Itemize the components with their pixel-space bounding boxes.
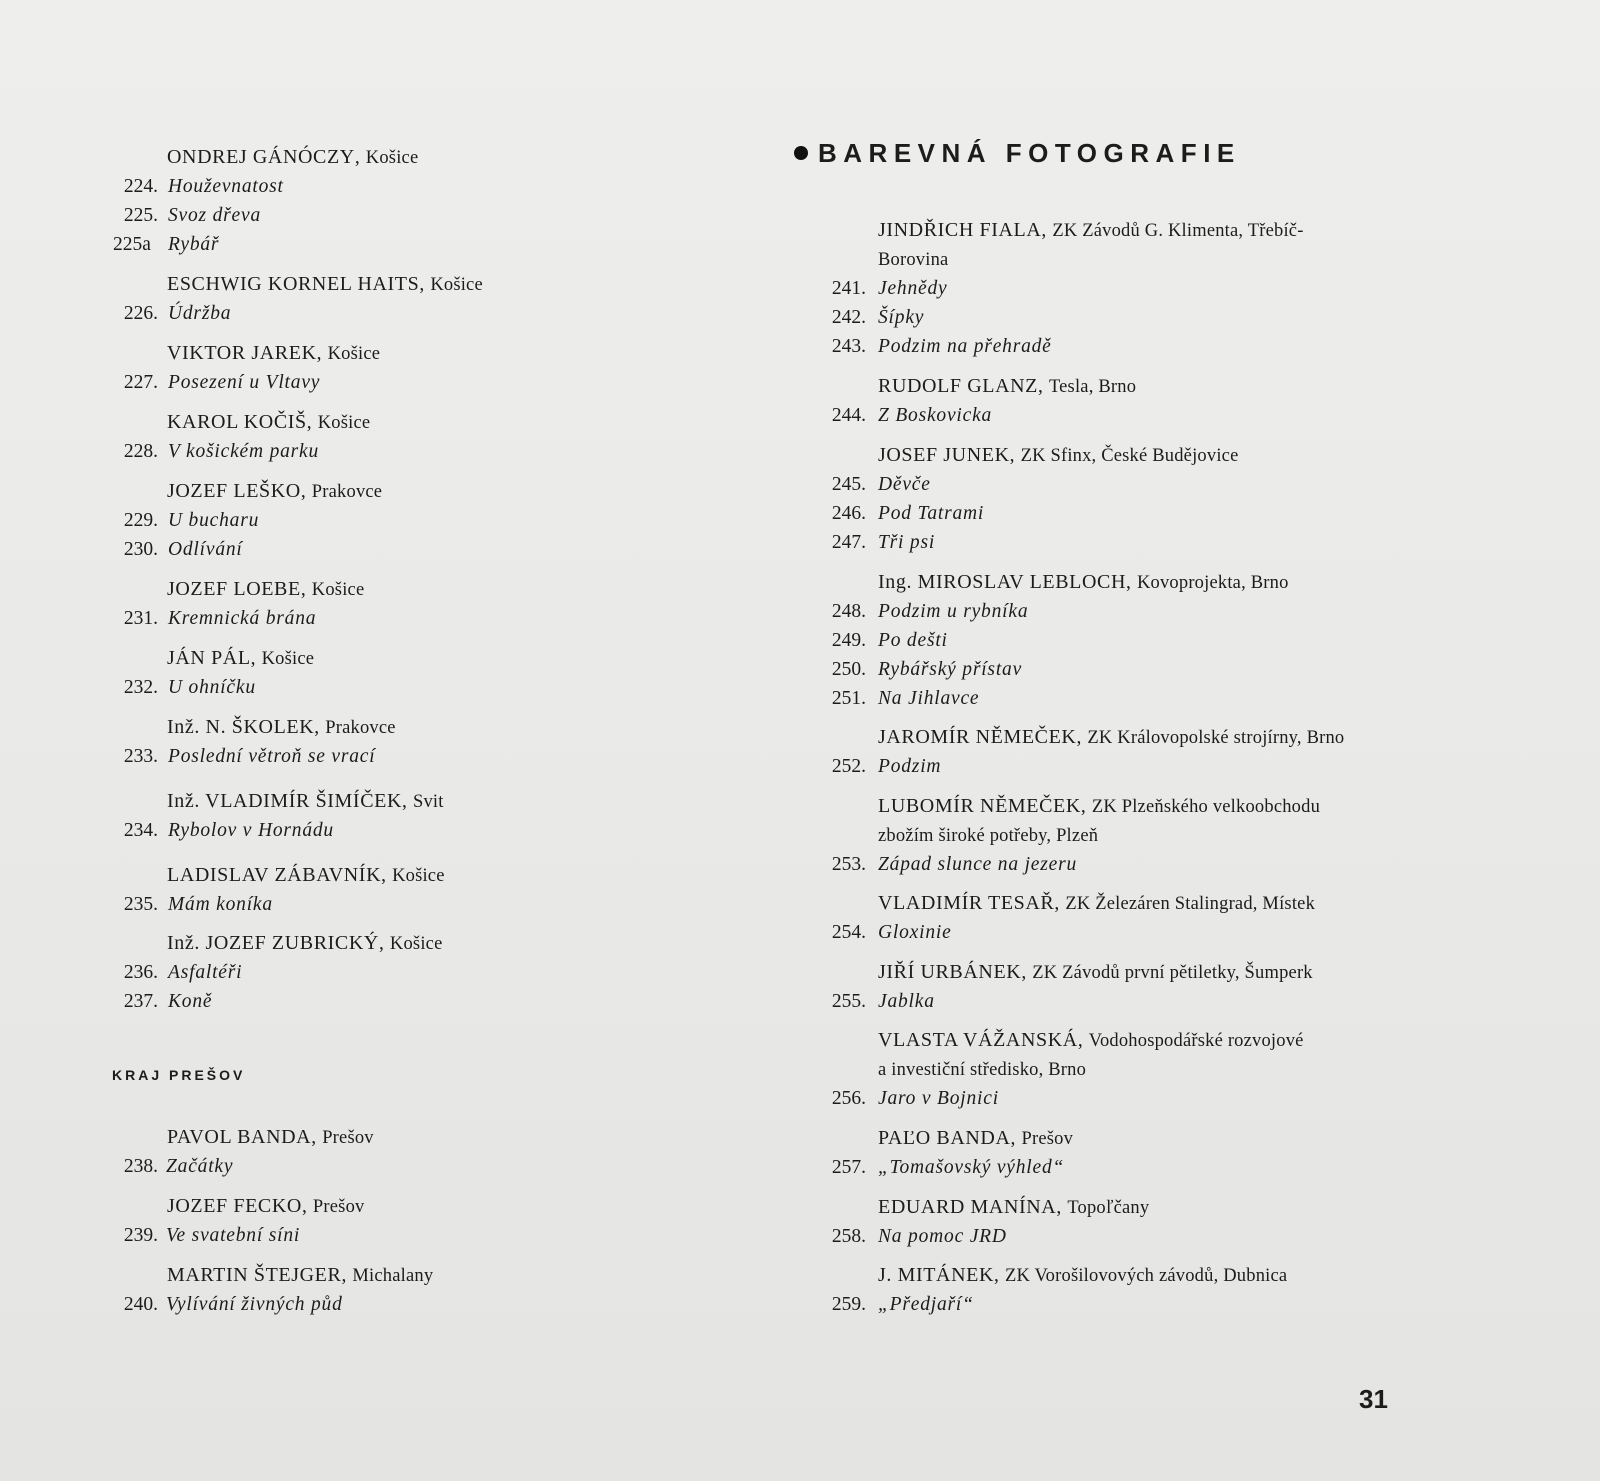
author-place: Topoľčany [1067,1198,1150,1218]
work-title: Svoz dřeva [168,205,262,226]
author-name: JAROMÍR NĚMEČEK [878,726,1077,748]
work-title: Začátky [166,1156,234,1177]
work-title: Odlívání [168,539,243,560]
author-name: Inž. JOZEF ZUBRICKÝ [167,932,379,954]
author-name: Inž. VLADIMÍR ŠIMÍČEK [167,790,402,812]
work-title: Údržba [168,303,232,324]
work-title: Mám koníka [168,894,273,915]
author-name: PAĽO BANDA [878,1127,1011,1149]
author-place: ZK Sfinx, České Budějovice [1020,446,1239,466]
work-number: 243. [831,336,866,357]
work-title: U bucharu [168,510,260,531]
author-place: ZK Závodů první pětiletky, Šumperk [1032,963,1313,983]
work-title: V košickém parku [168,441,320,462]
work-title: Gloxinie [878,922,952,943]
author-line: JOZEF LOEBE, Košice [167,578,365,600]
work-title: „Předjaří“ [878,1294,974,1315]
author-line: JÁN PÁL, Košice [167,647,315,669]
section-heading-text: BAREVNÁ FOTOGRAFIE [818,138,1241,168]
author-place: Tesla, Brno [1048,377,1137,397]
author-name: Ing. MIROSLAV LEBLOCH [878,571,1126,593]
author-name: VLASTA VÁŽANSKÁ [878,1029,1078,1051]
work-number: 245. [831,474,866,495]
author-line: VIKTOR JAREK, Košice [167,342,381,364]
work-title: Vylívání živných půd [166,1294,343,1315]
author-line: KAROL KOČIŠ, Košice [167,411,371,433]
author-name: JOZEF LOEBE [167,578,301,600]
author-name: J. MITÁNEK [878,1264,994,1286]
work-number: 246. [831,503,866,524]
section-heading [794,138,1241,169]
work-title: Asfaltéři [168,962,243,983]
work-number: 224. [123,176,158,197]
author-name: PAVOL BANDA [167,1126,312,1148]
work-title: „Tomašovský výhled“ [878,1157,1065,1178]
work-number: 225a [113,234,151,255]
author-line: Inž. VLADIMÍR ŠIMÍČEK, Svit [167,790,444,812]
work-title: Rybolov v Hornádu [168,820,334,841]
region-heading: KRAJ PREŠOV [112,1067,246,1083]
author-line: EDUARD MANÍNA, Topoľčany [878,1196,1150,1218]
work-number: 232. [123,677,158,698]
author-place: Prešov [1021,1129,1074,1149]
author-line: VLASTA VÁŽANSKÁ, Vodohospodářské rozvojové [878,1029,1304,1051]
author-line: Inž. JOZEF ZUBRICKÝ, Košice [167,932,443,954]
author-line: ONDREJ GÁNÓCZY, Košice [167,146,419,168]
author-name: ONDREJ GÁNÓCZY [167,146,355,168]
author-place: ZK Plzeňského velkoobchodu [1091,797,1321,817]
author-place: Košice [392,866,445,886]
author-line: JINDŘICH FIALA, ZK Závodů G. Klimenta, Třebíč- [878,219,1304,241]
work-number: 229. [123,510,158,531]
author-place: ZK Královopolské strojírny, Brno [1087,728,1345,748]
work-title: Na Jihlavce [878,688,980,709]
author-place: Prakovce [311,482,383,502]
author-line: JOZEF LEŠKO, Prakovce [167,480,383,502]
work-title: Pod Tatrami [878,503,985,524]
author-line: JIŘÍ URBÁNEK, ZK Závodů první pětiletky, Šumperk [878,961,1313,983]
bullet-icon [794,146,808,160]
author-place: Prešov [322,1128,374,1148]
author-name: JÁN PÁL [167,647,251,669]
author-place: Košice [311,580,365,600]
author-place: ZK Závodů G. Klimenta, Třebíč- [1052,221,1304,241]
work-number: 230. [123,539,158,560]
author-line-continuation [878,245,948,274]
author-line: LUBOMÍR NĚMEČEK, ZK Plzeňského velkoobchodu [878,795,1321,817]
author-line: LADISLAV ZÁBAVNÍK, Košice [167,864,445,886]
author-name: ESCHWIG KORNEL HAITS [167,273,420,295]
work-number: 236. [123,962,158,983]
author-name: VIKTOR JAREK [167,342,317,364]
author-line: JOSEF JUNEK, ZK Sfinx, České Budějovice [878,444,1239,466]
work-title: Podzim [878,756,942,777]
author-place-continued: zbožím široké potřeby, Plzeň [878,826,1099,846]
author-line-continuation [878,821,1098,850]
author-place: Vodohospodářské rozvojové [1088,1031,1304,1051]
work-number: 237. [123,991,158,1012]
author-name: JOSEF JUNEK [878,444,1010,466]
author-place: Prakovce [325,718,396,738]
work-number: 242. [831,307,866,328]
author-line: Ing. MIROSLAV LEBLOCH, Kovoprojekta, Brno [878,571,1289,593]
author-place: Košice [389,934,443,954]
work-number: 227. [123,372,158,393]
author-line: JOZEF FECKO, Prešov [167,1195,365,1217]
work-number: 250. [831,659,866,680]
author-line: RUDOLF GLANZ, Tesla, Brno [878,375,1137,397]
work-title: Jablka [878,991,935,1012]
author-name: JINDŘICH FIALA [878,219,1042,241]
work-number: 259. [831,1294,866,1315]
work-number: 252. [831,756,866,777]
work-number: 228. [123,441,158,462]
author-name: RUDOLF GLANZ [878,375,1038,397]
work-title: Koně [168,991,213,1012]
author-place: Košice [317,413,371,433]
work-number: 231. [123,608,158,629]
work-number: 255. [831,991,866,1012]
work-number: 257. [831,1157,866,1178]
work-number: 251. [831,688,866,709]
author-name: EDUARD MANÍNA [878,1196,1057,1218]
author-place: ZK Vorošilovových závodů, Dubnica [1004,1266,1288,1286]
work-number: 225. [123,205,158,226]
work-title: Děvče [878,474,931,495]
work-title: Rybářský přístav [878,659,1023,680]
work-title: Podzim u rybníka [878,601,1029,622]
author-line: J. MITÁNEK, ZK Vorošilovových závodů, Dubnica [878,1264,1288,1286]
work-number: 235. [123,894,158,915]
author-name: KAROL KOČIŠ [167,411,307,433]
work-title: Tři psi [878,532,936,553]
work-title: Jaro v Bojnici [878,1088,999,1109]
work-title: Ve svatební síni [166,1225,301,1246]
work-number: 258. [831,1226,866,1247]
work-number: 254. [831,922,866,943]
work-number: 233. [123,746,158,767]
author-place: Svit [412,792,444,812]
author-place: Košice [430,275,483,295]
author-name: JOZEF FECKO [167,1195,302,1217]
work-title: Houževnatost [168,176,284,197]
work-number: 238. [123,1156,158,1177]
author-line: PAĽO BANDA, Prešov [878,1127,1074,1149]
author-line: PAVOL BANDA, Prešov [167,1126,374,1148]
author-name: JIŘÍ URBÁNEK [878,961,1022,983]
work-number: 249. [831,630,866,651]
work-title: Posezení u Vltavy [168,372,321,393]
work-number: 248. [831,601,866,622]
work-number: 234. [123,820,158,841]
author-line: ESCHWIG KORNEL HAITS, Košice [167,273,483,295]
page-number: 31 [1359,1384,1388,1414]
author-place: ZK Železáren Stalingrad, Místek [1065,894,1316,914]
author-line: MARTIN ŠTEJGER, Michalany [167,1264,434,1286]
author-line: VLADIMÍR TESAŘ, ZK Železáren Stalingrad, Místek [878,892,1316,914]
author-name: LUBOMÍR NĚMEČEK [878,795,1081,817]
work-title: Kremnická brána [168,608,317,629]
author-name: LADISLAV ZÁBAVNÍK [167,864,382,886]
work-title: U ohníčku [168,677,256,698]
author-place-continued: Borovina [878,250,949,270]
author-name: JOZEF LEŠKO [167,480,301,502]
author-place: Kovoprojekta, Brno [1136,573,1289,593]
author-place: Košice [327,344,381,364]
work-title: Západ slunce na jezeru [878,854,1078,875]
author-place: Prešov [312,1197,365,1217]
author-name: Inž. N. ŠKOLEK [167,716,315,738]
author-line: Inž. N. ŠKOLEK, Prakovce [167,716,396,738]
author-place: Košice [261,649,315,669]
work-number: 253. [831,854,866,875]
work-title: Po dešti [878,630,948,651]
author-place: Košice [365,148,419,168]
work-number: 256. [831,1088,866,1109]
author-line: JAROMÍR NĚMEČEK, ZK Královopolské strojírny, Brno [878,726,1345,748]
work-title: Poslední větroň se vrací [168,746,376,767]
work-title: Podzim na přehradě [878,336,1052,357]
work-number: 226. [123,303,158,324]
work-title: Rybář [168,234,220,255]
author-name: VLADIMÍR TESAŘ [878,892,1055,914]
author-line-continuation [878,1055,1086,1084]
author-place: Michalany [352,1266,434,1286]
author-place-continued: a investiční středisko, Brno [878,1060,1087,1080]
work-title: Šípky [878,307,925,328]
work-number: 239. [123,1225,158,1246]
work-title: Na pomoc JRD [878,1226,1007,1247]
work-number: 244. [831,405,866,426]
author-name: MARTIN ŠTEJGER [167,1264,342,1286]
work-title: Z Boskovicka [878,405,993,426]
work-number: 247. [831,532,866,553]
work-number: 241. [831,278,866,299]
work-title: Jehnědy [878,278,948,299]
work-number: 240. [123,1294,158,1315]
